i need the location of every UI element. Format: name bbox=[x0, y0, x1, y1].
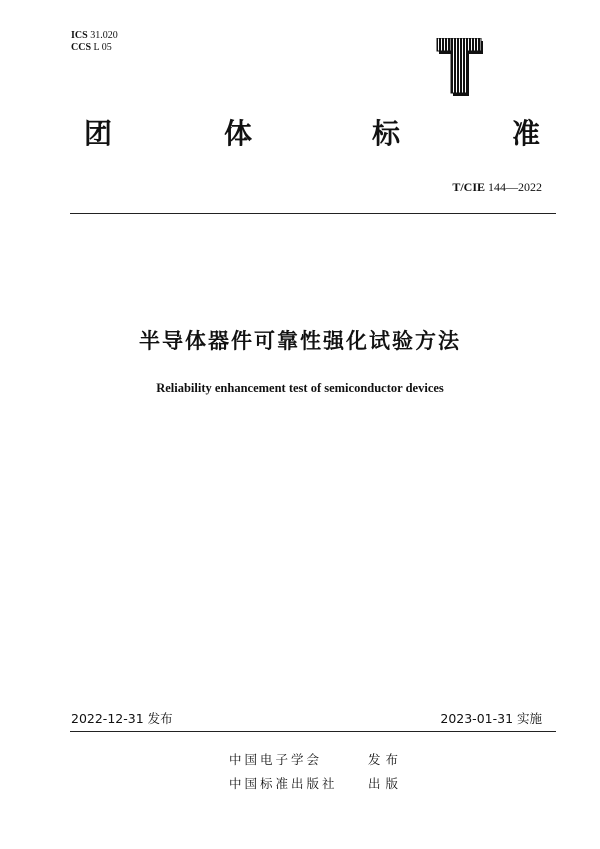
standard-number-value: 144—2022 bbox=[488, 180, 542, 194]
publisher-action-1: 发布 bbox=[368, 752, 404, 767]
standard-number bbox=[452, 180, 542, 194]
classification-codes bbox=[71, 30, 118, 54]
standard-type-char-2: 体 bbox=[224, 117, 253, 150]
publish-date: 2022-12-31 发布 bbox=[71, 711, 173, 726]
publisher-name-1: 中国电子学会 bbox=[229, 752, 323, 767]
ccs-code: L 05 bbox=[93, 42, 112, 53]
ics-code-line bbox=[71, 30, 118, 42]
standard-type-char-4: 准 bbox=[512, 117, 541, 150]
document-title-en: Reliability enhancement test of semiconductor devices bbox=[156, 381, 444, 395]
ccs-label: CCS bbox=[71, 42, 92, 53]
standard-t-logo bbox=[436, 38, 486, 96]
implement-date: 2023-01-31 实施 bbox=[440, 711, 542, 726]
publisher-name-2: 中国标准出版社 bbox=[229, 776, 338, 791]
ics-code: 31.020 bbox=[90, 30, 118, 41]
bottom-divider bbox=[70, 731, 556, 732]
document-title-cn: 半导体器件可靠性强化试验方法 bbox=[139, 329, 461, 353]
ccs-code-line bbox=[71, 42, 118, 54]
standard-number-prefix: T/CIE bbox=[452, 180, 485, 194]
publisher-action-2: 出版 bbox=[368, 776, 404, 791]
standard-type-char-3: 标 bbox=[372, 117, 401, 150]
top-divider bbox=[70, 213, 556, 214]
standard-type-char-1: 团 bbox=[84, 117, 113, 150]
ics-label: ICS bbox=[71, 30, 88, 41]
